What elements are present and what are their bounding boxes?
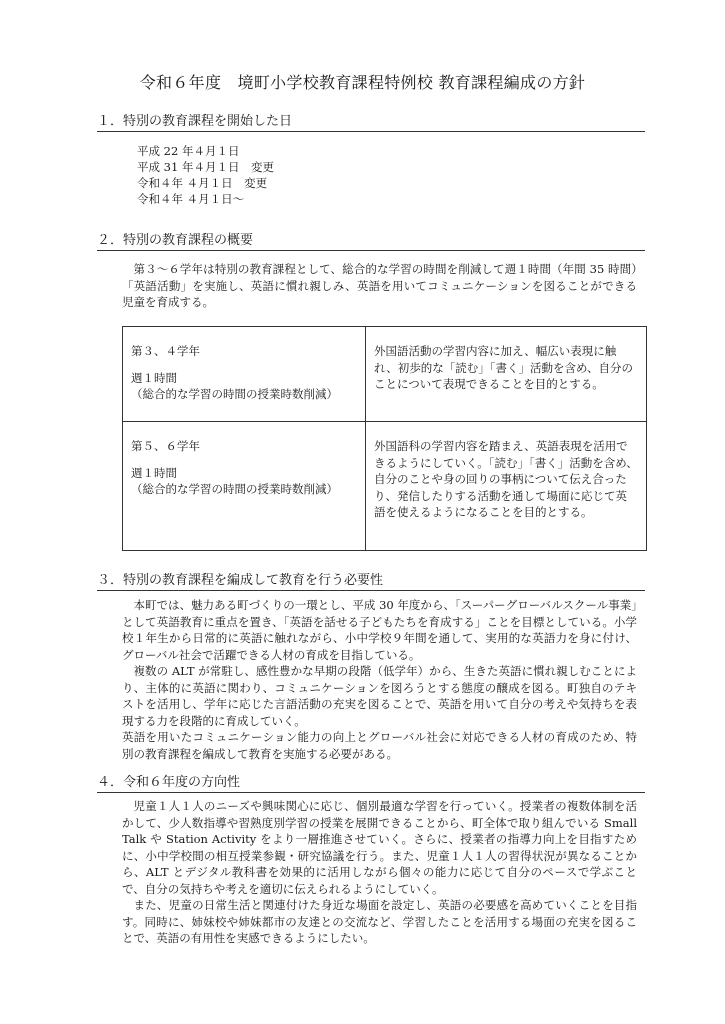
section-3-heading: ３．特別の教育課程を編成して教育を行う必要性 <box>97 569 645 591</box>
start-dates-list <box>137 143 274 207</box>
grade-cell <box>123 327 366 422</box>
start-date-item: 平成 22 年４月１日 <box>137 144 240 158</box>
grade-cell <box>123 422 366 551</box>
curriculum-table <box>122 326 647 551</box>
section-3-paragraph: 英語を用いたコミュニケーション能力の向上とグローバル社会に対応できる人材の育成のため、特別の教育課程を編成して教育を実施する必要がある。 <box>122 730 637 761</box>
section-4-body <box>122 798 637 947</box>
table-row <box>123 327 647 422</box>
section-3-paragraph: 複数の ALT が常駐し、感性豊かな早期の段階（低学年）から、生きた英語に慣れ親しむことにより、主体的に英語に関わり、コミュニケーションを図ろうとする態度の醸成を図る。町独自のテキストを活用し、学年に応じた言語活動の充実を図ることで、英語を用いて自分の考えや気持ちを表現する力を段階的に育成していく。 <box>122 664 637 728</box>
hours-note: （総合的な学習の時間の授業時数削減） <box>131 387 338 401</box>
section-4-paragraph: 児童１人１人のニーズや興味関心に応じ、個別最適な学習を行っていく。授業者の複数体制を活かして、少人数指導や習熟度別学習の授業を展開できることから、町全体で取り組んでいる Small Talk や Station Activity をより一層推進させていく。さらに、授業者の指導力向上を目指すために、小中学校間の相互授業参観・研究協議を行う。また、児童１人１人の習得状況が異なることから、ALT とデジタル教科書を効果的に活用しながら個々の能力に応じて自分のペースで学ぶことで、自分の気持ちや考えを適切に伝えられるようにしていく。 <box>122 799 637 896</box>
start-date-item: 令和４年 ４月１日 変更 <box>137 176 268 190</box>
hours-note: （総合的な学習の時間の授業時数削減） <box>131 482 338 496</box>
section-3-paragraph: 本町では、魅力ある町づくりの一環とし、平成 30 年度から、「スーパーグローバルスクール事業」として英語教育に重点を置き、「英語を話せる子どもたちを育成する」ことを目標としている。小学校１年生から日常的に英語に触れながら、小中学校９年間を通して、実用的な英語力を身に付け、 グローバル社会で活躍できる人材の育成を目指している。 <box>122 598 637 662</box>
section-2-heading: ２．特別の教育課程の概要 <box>97 229 645 251</box>
section-3-body <box>122 597 637 762</box>
table-row <box>123 422 647 551</box>
content-cell: 外国語活動の学習内容に加え、幅広い表現に触れ、初歩的な「読む」「書く」活動を含め、自分のことについて表現できることを目的とする。 <box>366 327 647 422</box>
section-4-paragraph: また、児童の日常生活と関連付けた身近な場面を設定し、英語の必要感を高めていくことを目指す。同時に、姉妹校や姉妹都市の友達との交流など、学習したことを活用する場面の充実を図ることで、英語の有用性を実感できるようにしたい。 <box>122 898 637 945</box>
hours-label: 週１時間 <box>131 465 177 480</box>
grade-label: 第５、６学年 <box>131 439 200 453</box>
hours-label: 週１時間 <box>131 370 177 385</box>
document-title: 令和６年度 境町小学校教育課程特例校 教育課程編成の方針 <box>139 73 586 92</box>
grade-label: 第３、４学年 <box>131 344 200 358</box>
start-date-item: 平成 31 年４月１日 変更 <box>137 160 274 174</box>
content-cell: 外国語科の学習内容を踏まえ、英語表現を活用できるようにしていく。「読む」「書く」活動を含め、自分のことや身の回りの事柄について伝え合ったり、発信したりする活動を通して場面に応じて英語を使えるようになることを目的とする。 <box>366 422 647 551</box>
start-date-item: 令和４年 ４月１日～ <box>137 192 245 206</box>
section-4-heading: ４．令和６年度の方向性 <box>97 771 645 793</box>
section-1-heading: １．特別の教育課程を開始した日 <box>97 110 645 132</box>
section-2-intro <box>122 261 637 311</box>
section-2-intro-text: 第３～６学年は特別の教育課程として、総合的な学習の時間を削減して週１時間（年間 35 時間）「英語活動」を実施し、英語に慣れ親しみ、英語を用いてコミュニケーションを図ることができる児童を育成する。 <box>122 262 637 309</box>
